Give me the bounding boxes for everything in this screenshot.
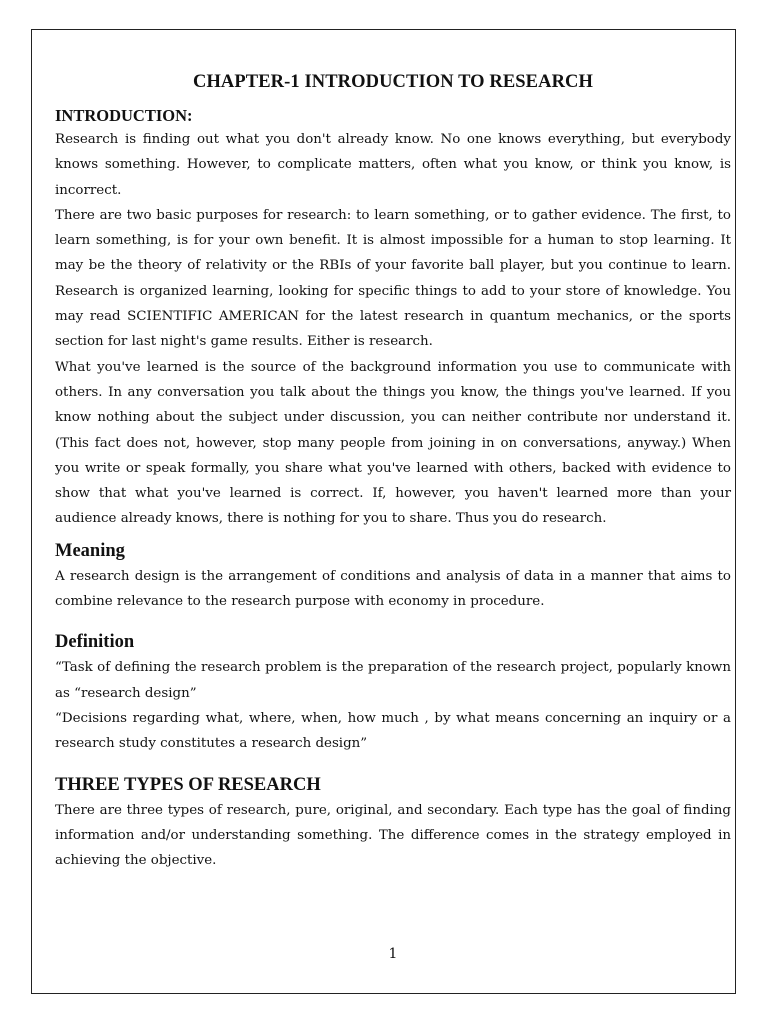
definition-heading: Definition xyxy=(55,632,135,653)
types-heading: THREE TYPES OF RESEARCH xyxy=(55,774,321,795)
introduction-paragraph-1: Research is finding out what you don't already know. No one knows everything, but everybody knows something. However, to complicate matters, often what you know, or think you know, is incorrect. xyxy=(55,132,731,198)
page-number: 1 xyxy=(388,946,398,962)
definition-quote-1: “Task of defining the research problem is the preparation of the research project, popularly known as “research design” xyxy=(55,660,731,701)
types-paragraph: There are three types of research, pure, original, and secondary. Each type has the goal of finding information and/or understanding something. The difference comes in the strategy employed in achieving the objective. xyxy=(55,802,731,869)
introduction-paragraph-2: There are two basic purposes for research: to learn something, or to gather evidence. The first, to learn something, is for your own benefit. It is almost impossible for a human to stop learning. It may be the theory of relativity or the RBIs of your favorite ball player, but you continue to learn. Research is organized learning, looking for specific things to add to your store of knowledge. You may read SCIENTIFIC AMERICAN for the latest research in quantum mechanics, or the sports section for last night's game results. Either is research. xyxy=(55,207,731,350)
introduction-paragraph-3: What you've learned is the source of the background information you use to communicate with others. In any conversation you talk about the things you know, the things you've learned. If you know nothing about the subject under discussion, you can neither contribute nor understand it. (This fact does not, however, stop many people from joining in on conversations, anyway.) When you write or speak formally, you share what you've learned with others, backed with evidence to show that what you've learned is correct. If, however, you haven't learned more than your audience already knows, there is nothing for you to share. Thus you do research. xyxy=(55,359,731,527)
document-content xyxy=(55,68,731,873)
meaning-paragraph: A research design is the arrangement of conditions and analysis of data in a manner that aims to combine relevance to the research purpose with economy in procedure. xyxy=(55,568,731,610)
meaning-heading: Meaning xyxy=(55,540,125,561)
introduction-heading: INTRODUCTION: xyxy=(55,106,193,125)
definition-quote-2: “Decisions regarding what, where, when, how much , by what means concerning an inquiry or a research study constitutes a research design” xyxy=(55,710,731,752)
chapter-title: CHAPTER-1 INTRODUCTION TO RESEARCH xyxy=(192,72,593,92)
